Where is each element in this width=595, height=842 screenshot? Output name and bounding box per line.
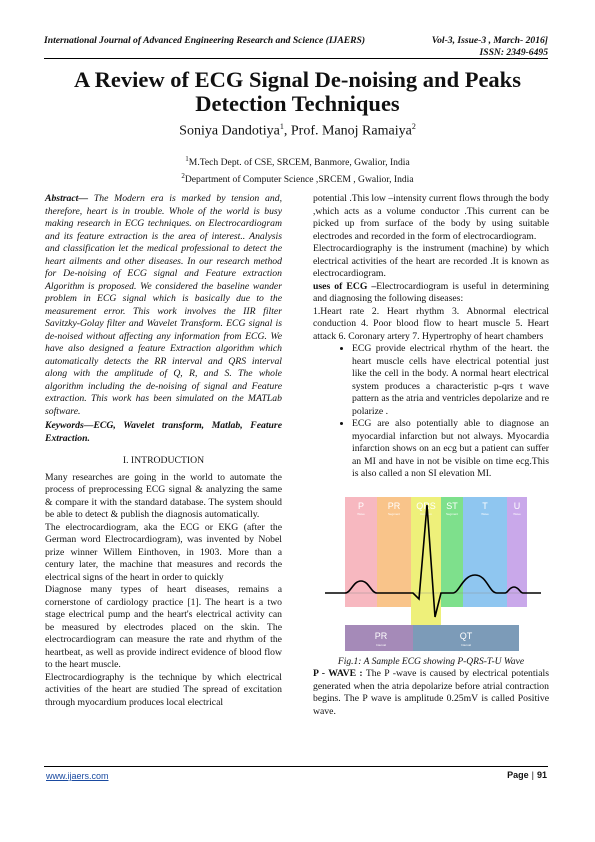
page-num: 91 [536, 770, 547, 780]
ecg-diagram [323, 489, 543, 654]
band-sub-p: Wave [357, 511, 365, 516]
intro-paragraph-1: Many researches are going in the world to automate the process of preprocessing ECG signal & analyzing the same & compare it with the standard database. The system should be able to detect & publish the diagnosis automatically. [45, 471, 282, 520]
band-label-st: ST [446, 500, 458, 511]
section-heading-introduction: I. INTRODUCTION [122, 455, 205, 466]
uses-text: Electrocardiogram is useful in determining and diagnosing the following diseases: [313, 280, 549, 304]
authors [40, 122, 555, 140]
journal-url-link[interactable]: www.ijaers.com [46, 771, 109, 781]
uses-label: uses of ECG – [313, 280, 377, 292]
abstract-label: Abstract— [45, 193, 89, 204]
page-label: Page [507, 770, 529, 780]
uses-paragraph [313, 281, 549, 306]
left-column [45, 193, 282, 709]
bullet-list [313, 343, 549, 481]
band-sub-t: Wave [481, 511, 489, 516]
bullet-item-1: • ECG provide electrical rhythm of the heart. the heart muscle cells have electrical potential just like the cell in the body. A normal heart electrical system produces a characteristic p-qrs t wave pattern as the atria and ventricles depolarize and re polarize . [352, 343, 549, 418]
issue-header [432, 35, 548, 58]
keywords: Keywords—ECG, Wavelet transform, Matlab, Feature Extraction. [45, 420, 282, 444]
author-2: , Prof. Manoj Ramaiya [283, 123, 412, 139]
interval-sub-pr: Interval [376, 642, 386, 647]
band-sub-pr: Segment [387, 511, 401, 516]
footer-rule [44, 766, 548, 767]
volume-info: Vol-3, Issue-3 , March- 2016] [431, 35, 548, 46]
affiliation-1-sup: 1 [185, 155, 189, 163]
affiliation-2-sup: 2 [181, 171, 185, 180]
right-paragraph-1: potential .This low –intensity current flows through the body ,which acts as a volume conductor .This current can be picked up from surface of the body by using suitable electrodes and recorded in the form of electrocardiogram. [313, 193, 549, 242]
issn: ISSN: 2349-6495 [479, 46, 548, 58]
abstract-text: The Modern era is marked by tension and, therefore, heart is in trouble. Whole of the world is busy making research in ECG techniques. on Electrocardiogram and its feature extraction is the area of interest.. Analysis and classification let the medical professional to detect the heart ailments and other diseases. In our research method for De-noising of ECG signal and Feature extraction Algorithm is proposed. We considered the baseline wander problem in ECG signal which is basically due to the measurement error. This work involves the IIR filter Savitzky-Golay filter and Wavelet Transform. ECG signal is de-noised without affecting any information from ECG. We have also designed a feature Extraction algorithm which automatically detects the RR interval and QRS interval along with the amplitude of Q, R, and S. The whole algorithm including the de-noising of signal and Feature extraction. This work has been simulated on the MATLab software. [45, 193, 282, 417]
ecg-figure [323, 489, 543, 654]
paper-title: A Review of ECG Signal De-noising and Peaks Detection Techniques [74, 67, 521, 116]
affiliation-1 [40, 153, 555, 170]
pwave-label: P - WAVE : [313, 668, 363, 679]
abstract [45, 193, 282, 418]
page-separator: | [531, 770, 534, 780]
intro-paragraph-2: The electrocardiogram, aka the ECG or EKG (after the German word Electrocardiogram), was invented by Nobel prize winner Willem Einthoven, in 1903. More than a century later, the machine that measures and records the electrical signs of the heart in order to quickly [45, 521, 282, 583]
band-label-qrs: QRS [416, 500, 436, 511]
journal-header: International Journal of Advanced Engineering Research and Science (IJAERS) [44, 35, 366, 46]
band-label-u: U [513, 500, 521, 511]
intro-paragraph-3: Diagnose many types of heart diseases, remains a cornerstone of cardiology practice [1]. The heart is a two stage electrical pump and the heart's electrical activity can be measured by electrodes placed on the skin. The electrocardiogram can measure the rate and rhythm of the heartbeat, as well as provide indirect evidence of blood flow to the heart muscle. [45, 584, 282, 670]
band-sub-st: Segment [445, 511, 459, 516]
pwave-text: The P -wave is caused by electrical potentials generated when the atria depolarize before atrial contraction begins. The P wave is amplitude 0.25mV is called Positive wave. [313, 668, 549, 717]
page-number [507, 770, 547, 780]
affiliations [40, 153, 555, 186]
intro-paragraph-4: Electrocardiography is the technique by which electrical activities of the heart are studied The spread of excitation through myocardium produces local electrical [45, 671, 282, 708]
bullet-item-2: • ECG are also potentially able to diagnose an myocardial infarction but not always. Myocardia infarction shows on an ecg but a patient can suffer an MI and have in not be visible on time ecg.This is also called a non SI elevation MI. [352, 418, 549, 481]
interval-label-pr: PR [374, 630, 388, 641]
interval-sub-qt: Interval [461, 642, 471, 647]
author-1-sup: 1 [279, 122, 284, 131]
band-sub-u: Wave [513, 511, 521, 516]
affiliation-1-text: M.Tech Dept. of CSE, SRCEM, Banmore, Gwalior, India [188, 157, 410, 169]
band-label-pr: PR [387, 500, 401, 511]
right-paragraph-2: Electrocardiography is the instrument (machine) by which electrical activities of the heart are recorded .It is known as electrocardiogram. [313, 243, 549, 279]
right-column [313, 193, 549, 718]
figure-caption: Fig.1: A Sample ECG showing P-QRS-T-U Wave [337, 656, 525, 667]
affiliation-2 [40, 170, 555, 187]
header-rule [44, 58, 548, 59]
band-sub-qrs: Complex [420, 511, 432, 516]
pwave-paragraph [313, 668, 549, 718]
affiliation-2-text: Department of Computer Science ,SRCEM , Gwalior, India [184, 173, 414, 185]
band-label-t: T [482, 500, 488, 511]
author-1: Soniya Dandotiya [179, 123, 280, 139]
interval-label-qt: QT [459, 630, 473, 641]
author-2-sup: 2 [411, 122, 416, 131]
band-label-p: P [357, 500, 365, 511]
disease-list: 1.Heart rate 2. Heart rhythm 3. Abnormal electrical conduction 4. Poor blood flow to heart muscle 5. Heart attack 6. Coronary artery 7. Hypertrophy of heart chambers [313, 305, 549, 342]
